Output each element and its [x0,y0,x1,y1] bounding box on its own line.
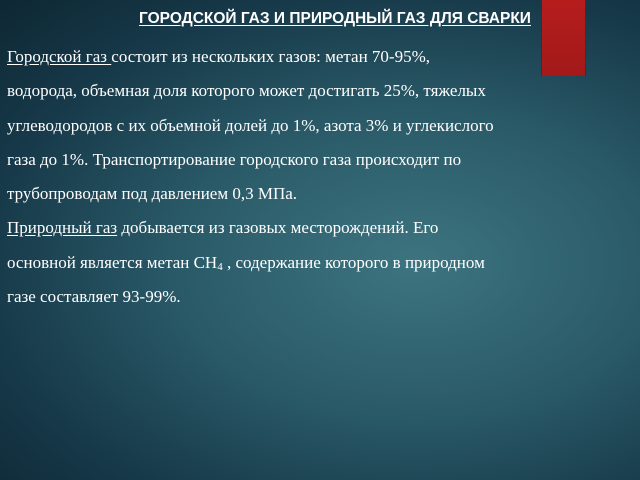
methane-subscript: 4 [217,260,223,273]
term-city-gas: Городской газ [7,47,112,66]
natural-gas-description-end: , содержание которого в природном газе составляет 93-99%. [7,252,485,307]
slide-title: ГОРОДСКОЙ ГАЗ И ПРИРОДНЫЙ ГАЗ ДЛЯ СВАРКИ [139,10,531,27]
paragraph-city-gas [7,40,497,211]
term-natural-gas: Природный газ [7,218,118,238]
paragraph-natural-gas [7,211,497,314]
slide-body [7,40,497,314]
city-gas-description: состоит из нескольких газов: метан 70-95%, водорода, объемная доля которого может достигать 25%, тяжелых углеводородов с их объемной долей до 1%, азота 3% и углекислого газа до 1%. Транспортирование городского газа происходит по трубопроводам под давлением 0,3 МПа. [7,47,494,204]
natural-gas-description: добывается из газовых месторождений. Его основной является метан CH [7,218,439,272]
